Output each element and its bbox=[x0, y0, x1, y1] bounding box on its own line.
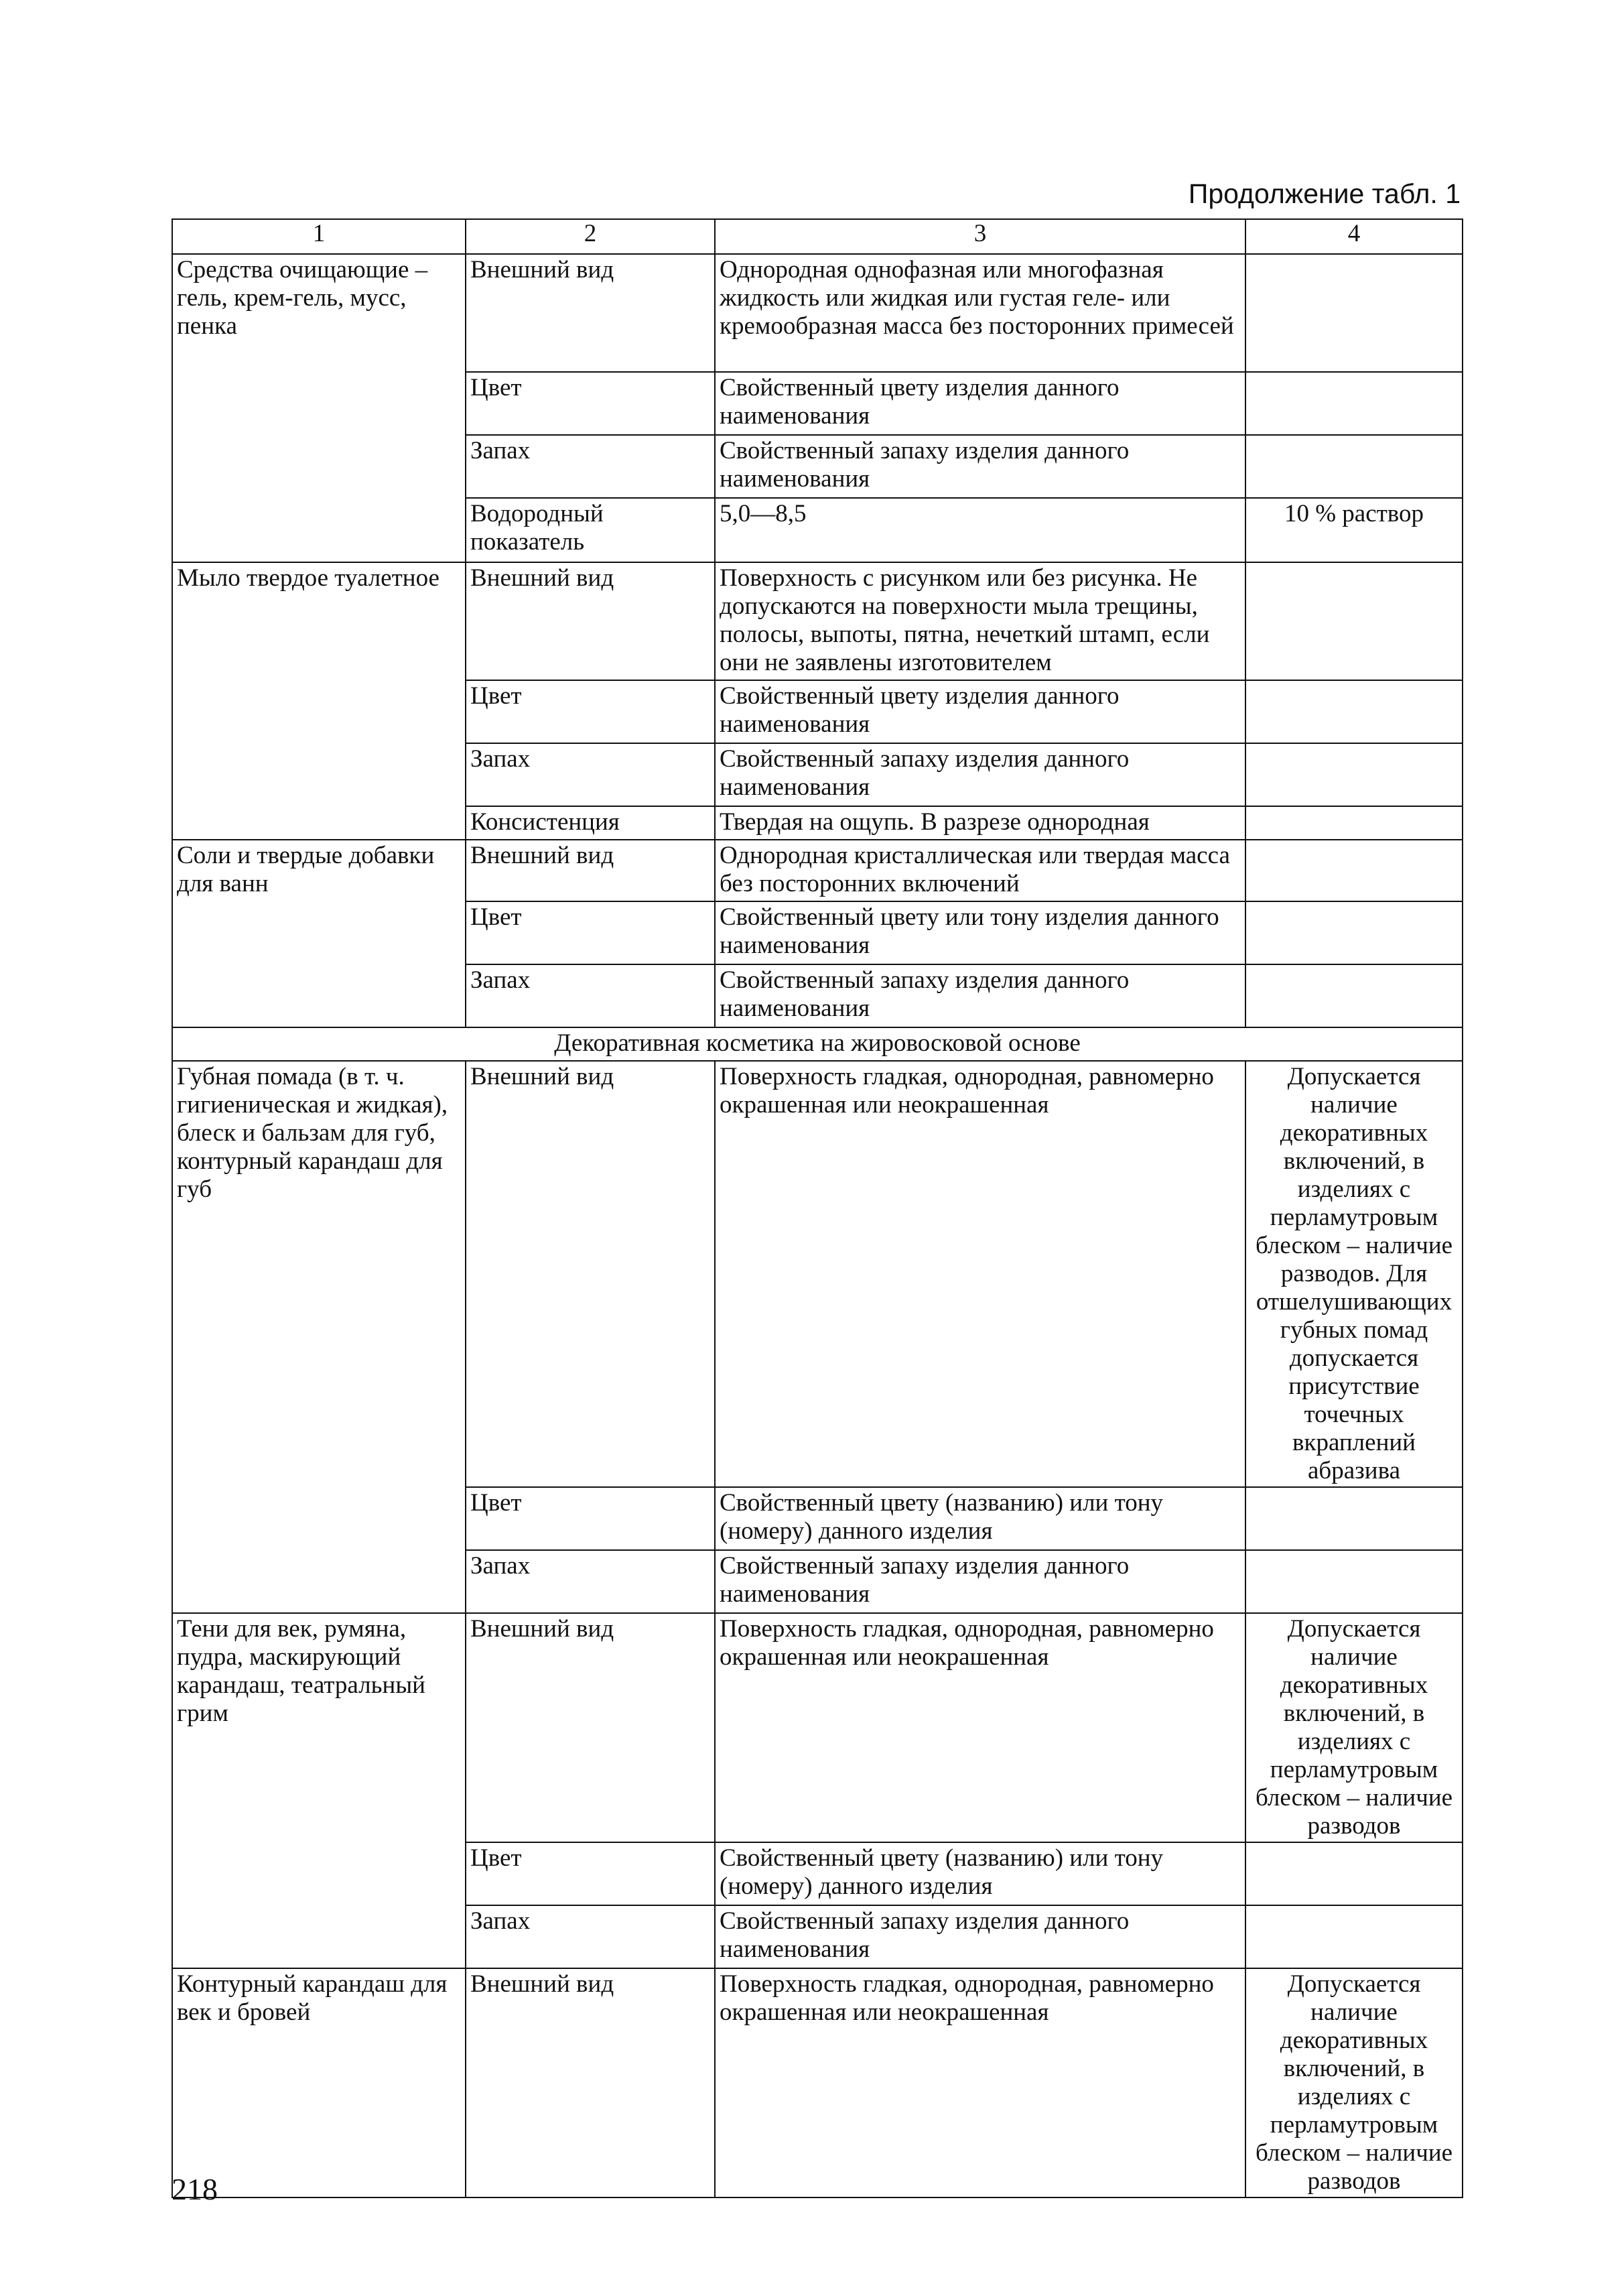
norm-cell: Поверхность гладкая, однородная, равномерно окрашенная или неокрашенная bbox=[715, 1613, 1245, 1842]
requirements-table bbox=[172, 218, 1463, 2198]
table-caption: Продолжение табл. 1 bbox=[1188, 178, 1461, 209]
note-cell: 10 % раствор bbox=[1245, 498, 1463, 562]
param-cell: Цвет bbox=[466, 901, 715, 964]
table-row bbox=[172, 562, 1463, 680]
norm-cell: Поверхность гладкая, однородная, равномерно окрашенная или неокрашенная bbox=[715, 1061, 1245, 1487]
param-cell: Внешний вид bbox=[466, 1968, 715, 2197]
page-number: 218 bbox=[172, 2172, 218, 2206]
param-cell: Запах bbox=[466, 1905, 715, 1968]
param-cell: Запах bbox=[466, 743, 715, 806]
note-cell bbox=[1245, 743, 1463, 806]
param-cell: Внешний вид bbox=[466, 562, 715, 680]
param-cell: Внешний вид bbox=[466, 840, 715, 901]
note-cell bbox=[1245, 806, 1463, 840]
product-cell: Соли и твердые добавки для ванн bbox=[172, 840, 466, 1027]
param-cell: Внешний вид bbox=[466, 254, 715, 372]
norm-cell: Твердая на ощупь. В разрезе однородная bbox=[715, 806, 1245, 840]
note-cell bbox=[1245, 840, 1463, 901]
param-cell: Запах bbox=[466, 964, 715, 1027]
norm-cell: Свойственный запаху изделия данного наименования bbox=[715, 1905, 1245, 1968]
norm-cell: Свойственный запаху изделия данного наименования bbox=[715, 743, 1245, 806]
param-cell: Внешний вид bbox=[466, 1613, 715, 1842]
note-cell bbox=[1245, 435, 1463, 498]
param-cell: Запах bbox=[466, 1550, 715, 1613]
note-cell bbox=[1245, 964, 1463, 1027]
param-cell: Цвет bbox=[466, 1842, 715, 1905]
norm-cell: Свойственный цвету изделия данного наименования bbox=[715, 680, 1245, 743]
column-header-1: 1 bbox=[172, 219, 466, 254]
note-cell bbox=[1245, 1905, 1463, 1968]
param-cell: Внешний вид bbox=[466, 1061, 715, 1487]
param-cell: Цвет bbox=[466, 1487, 715, 1550]
table-row bbox=[172, 254, 1463, 372]
product-cell: Контурный карандаш для век и бровей bbox=[172, 1968, 466, 2197]
norm-cell: Свойственный цвету изделия данного наименования bbox=[715, 372, 1245, 435]
norm-cell: Свойственный запаху изделия данного наименования bbox=[715, 1550, 1245, 1613]
table-row bbox=[172, 1613, 1463, 1842]
norm-cell: Однородная кристаллическая или твердая масса без посторонних включений bbox=[715, 840, 1245, 901]
param-cell: Цвет bbox=[466, 372, 715, 435]
norm-cell: 5,0—8,5 bbox=[715, 498, 1245, 562]
note-cell bbox=[1245, 372, 1463, 435]
section-title: Декоративная косметика на жировосковой основе bbox=[172, 1027, 1463, 1061]
norm-cell: Однородная однофазная или многофазная жидкость или жидкая или густая геле- или кремообразная масса без посторонних примесей bbox=[715, 254, 1245, 372]
norm-cell: Свойственный цвету или тону изделия данного наименования bbox=[715, 901, 1245, 964]
table-row bbox=[172, 840, 1463, 901]
norm-cell: Свойственный запаху изделия данного наименования bbox=[715, 435, 1245, 498]
product-cell: Губная помада (в т. ч. гигиеническая и жидкая), блеск и бальзам для губ, контурный карандаш для губ bbox=[172, 1061, 466, 1613]
norm-cell: Свойственный цвету (названию) или тону (номеру) данного изделия bbox=[715, 1487, 1245, 1550]
table-row bbox=[172, 1968, 1463, 2197]
note-cell bbox=[1245, 901, 1463, 964]
norm-cell: Поверхность гладкая, однородная, равномерно окрашенная или неокрашенная bbox=[715, 1968, 1245, 2197]
param-cell: Консистенция bbox=[466, 806, 715, 840]
section-row bbox=[172, 1027, 1463, 1061]
norm-cell: Поверхность с рисунком или без рисунка. Не допускаются на поверхности мыла трещины, полосы, выпоты, пятна, нечеткий штамп, если они не заявлены изготовителем bbox=[715, 562, 1245, 680]
product-cell: Средства очищающие – гель, крем-гель, мусс, пенка bbox=[172, 254, 466, 562]
param-cell: Водородный показатель bbox=[466, 498, 715, 562]
column-header-3: 3 bbox=[715, 219, 1245, 254]
table-row bbox=[172, 1061, 1463, 1487]
param-cell: Запах bbox=[466, 435, 715, 498]
table-header-row bbox=[172, 219, 1463, 254]
norm-cell: Свойственный запаху изделия данного наименования bbox=[715, 964, 1245, 1027]
note-cell bbox=[1245, 562, 1463, 680]
note-cell bbox=[1245, 254, 1463, 372]
note-cell: Допускается наличие декоративных включений, в изделиях с перламутровым блеском – наличие разводов. Для отшелушивающих губных помад допускается присутствие точечных вкраплений абразива bbox=[1245, 1061, 1463, 1487]
note-cell bbox=[1245, 1842, 1463, 1905]
note-cell: Допускается наличие декоративных включений, в изделиях с перламутровым блеском – наличие разводов bbox=[1245, 1968, 1463, 2197]
column-header-2: 2 bbox=[466, 219, 715, 254]
product-cell: Тени для век, румяна, пудра, маскирующий карандаш, театральный грим bbox=[172, 1613, 466, 1968]
norm-cell: Свойственный цвету (названию) или тону (номеру) данного изделия bbox=[715, 1842, 1245, 1905]
note-cell: Допускается наличие декоративных включений, в изделиях с перламутровым блеском – наличие разводов bbox=[1245, 1613, 1463, 1842]
note-cell bbox=[1245, 1487, 1463, 1550]
param-cell: Цвет bbox=[466, 680, 715, 743]
note-cell bbox=[1245, 680, 1463, 743]
note-cell bbox=[1245, 1550, 1463, 1613]
product-cell: Мыло твердое туалетное bbox=[172, 562, 466, 840]
column-header-4: 4 bbox=[1245, 219, 1463, 254]
